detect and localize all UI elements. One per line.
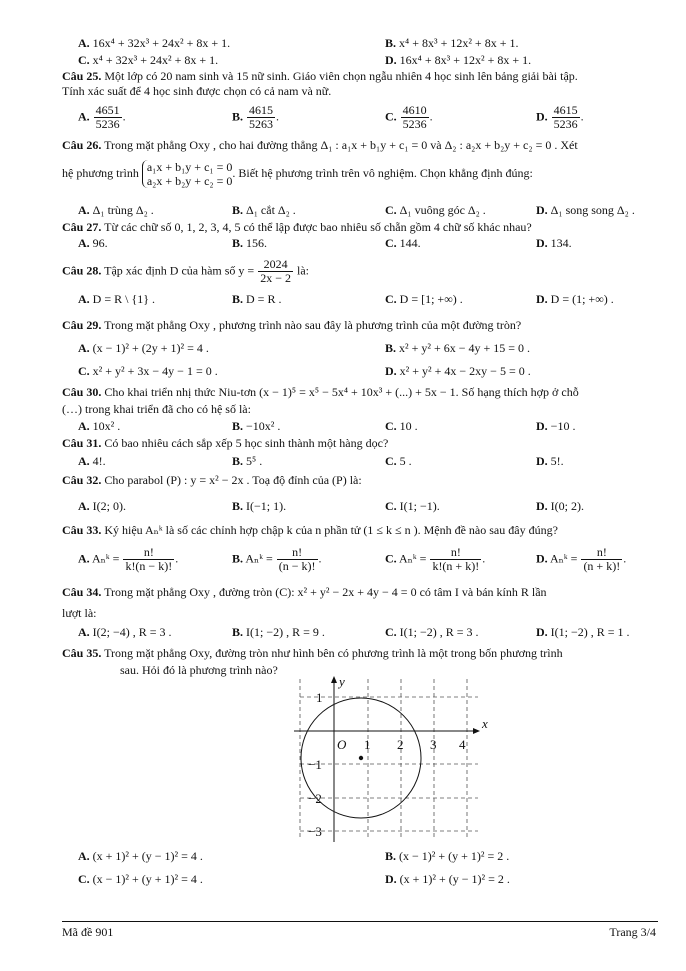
question-text: Tính xác suất để 4 học sinh được chọn có cả nam và nữ. bbox=[62, 84, 332, 98]
question-text: Tập xác định D của hàm số y = bbox=[104, 263, 255, 278]
q28-option-d bbox=[536, 292, 614, 306]
option-text: I(−1; 1). bbox=[246, 499, 287, 513]
q34-stem-line1 bbox=[62, 585, 547, 599]
option-label: C. bbox=[385, 419, 397, 433]
fraction bbox=[581, 546, 622, 573]
question-label: Câu 25. bbox=[62, 69, 102, 83]
numerator: n! bbox=[123, 546, 174, 560]
option-label: B. bbox=[385, 36, 397, 50]
option-label: D. bbox=[536, 454, 548, 468]
option-label: B. bbox=[232, 454, 244, 468]
option-label: A. bbox=[78, 36, 90, 50]
q34-option-a bbox=[78, 625, 172, 639]
q28-option-b bbox=[232, 292, 281, 306]
origin-label: O bbox=[337, 737, 347, 752]
q29-option-b bbox=[385, 341, 530, 355]
denominator: (n − k)! bbox=[278, 559, 316, 573]
question-label: Câu 35. bbox=[62, 646, 102, 660]
option-label: C. bbox=[385, 109, 397, 124]
numerator: 4615 bbox=[553, 103, 578, 117]
option-text: (x + 1)² + (y − 1)² = 2 . bbox=[399, 872, 510, 886]
option-label: C. bbox=[385, 551, 397, 566]
q27-option-c bbox=[385, 236, 421, 250]
q29-stem bbox=[62, 318, 521, 332]
q28-option-a bbox=[78, 292, 155, 306]
q30-option-a bbox=[78, 419, 120, 433]
fraction bbox=[401, 104, 429, 131]
x-axis-arrow bbox=[473, 728, 480, 734]
option-text: 10 . bbox=[399, 419, 418, 433]
numerator: n! bbox=[277, 546, 318, 560]
option-label: D. bbox=[536, 499, 548, 513]
option-text: Aₙᵏ = bbox=[550, 551, 578, 566]
option-text: I(2; −4) , R = 3 . bbox=[92, 625, 172, 639]
q29-option-d bbox=[385, 364, 531, 378]
numerator: 4615 bbox=[249, 103, 274, 117]
option-text: 144. bbox=[399, 236, 421, 250]
option-text: 4!. bbox=[92, 454, 106, 468]
option-label: C. bbox=[385, 236, 397, 250]
question-text: Có bao nhiêu cách sắp xếp 5 học sinh thành một hàng dọc? bbox=[104, 436, 389, 450]
question-text: là: bbox=[296, 263, 309, 278]
option-text: I(1; −2) , R = 9 . bbox=[246, 625, 325, 639]
option-text: Δ₁ trùng Δ₂ . bbox=[92, 203, 154, 217]
option-text: Aₙᵏ = bbox=[399, 551, 427, 566]
option-label: A. bbox=[78, 551, 90, 566]
q28-option-c bbox=[385, 292, 463, 306]
fraction bbox=[94, 104, 122, 131]
q27-option-a bbox=[78, 236, 108, 250]
question-text: Trong mặt phẳng Oxy , phương trình nào sau đây là phương trình của một đường tròn? bbox=[104, 318, 522, 332]
numerator: n! bbox=[581, 546, 622, 560]
option-text: I(2; 0). bbox=[92, 499, 126, 513]
q25-stem-line1 bbox=[62, 69, 578, 83]
y-axis-arrow bbox=[331, 676, 337, 683]
option-label: A. bbox=[78, 236, 90, 250]
system-equation: a₁x + b₁y + c₁ = 0 bbox=[146, 160, 233, 174]
option-label: D. bbox=[385, 364, 397, 378]
option-text: Δ₁ cắt Δ₂ . bbox=[246, 203, 296, 217]
q25-option-d: D. $\frac{4615}{5236}$ . bbox=[536, 103, 584, 131]
q30-option-c bbox=[385, 419, 418, 433]
option-label: C. bbox=[78, 53, 90, 67]
option-label: C. bbox=[385, 454, 397, 468]
q26-option-a bbox=[78, 203, 154, 217]
q24-option-a bbox=[78, 36, 230, 50]
y-tick-label: 1 bbox=[316, 690, 323, 705]
option-label: A. bbox=[78, 292, 90, 306]
question-label: Câu 27. bbox=[62, 220, 102, 234]
option-text: x⁴ + 32x³ + 24x² + 8x + 1. bbox=[92, 53, 219, 67]
question-text: Trong mặt phẳng Oxy , cho hai đường thẳng Δ₁ : a₁x + b₁y + c₁ = 0 và Δ₂ : a₂x + b₂y + c₂ = 0 . Xét bbox=[104, 138, 578, 152]
question-label: Câu 30. bbox=[62, 385, 102, 399]
question-text: Trong mặt phẳng Oxy , đường tròn (C): x² + y² − 2x + 4y − 4 = 0 có tâm I và bán kính R lần bbox=[104, 585, 547, 599]
q31-option-a bbox=[78, 454, 106, 468]
option-label: C. bbox=[385, 292, 397, 306]
option-label: A. bbox=[78, 625, 90, 639]
option-label: B. bbox=[232, 109, 244, 124]
q35-option-d bbox=[385, 872, 510, 886]
numerator: 4610 bbox=[402, 103, 427, 117]
option-text: (x − 1)² + (y + 1)² = 4 . bbox=[92, 872, 203, 886]
option-text: I(1; −1). bbox=[399, 499, 440, 513]
option-label: A. bbox=[78, 849, 90, 863]
option-label: B. bbox=[232, 292, 244, 306]
question-text: Từ các chữ số 0, 1, 2, 3, 4, 5 có thể lập được bao nhiêu số chẵn gồm 4 chữ số khác nhau? bbox=[104, 220, 532, 234]
q27-option-d bbox=[536, 236, 572, 250]
q25-option-c: C. $\frac{4610}{5236}$ . bbox=[385, 103, 433, 131]
question-text: sau. Hỏi đó là phương trình nào? bbox=[120, 663, 278, 677]
q34-option-b bbox=[232, 625, 325, 639]
option-text: 5 . bbox=[399, 454, 412, 468]
q30-stem-line2 bbox=[62, 402, 251, 416]
denominator: 5236 bbox=[402, 117, 427, 131]
option-label: D. bbox=[536, 551, 548, 566]
q26-option-d bbox=[536, 203, 635, 217]
option-label: C. bbox=[78, 364, 90, 378]
fraction bbox=[247, 104, 275, 131]
option-label: C. bbox=[78, 872, 90, 886]
option-text: 16x⁴ + 32x³ + 24x² + 8x + 1. bbox=[92, 36, 231, 50]
option-label: D. bbox=[536, 419, 548, 433]
q25-option-b: B. $\frac{4615}{5263}$ . bbox=[232, 103, 280, 131]
q29-option-a bbox=[78, 341, 209, 355]
q33-option-c: C. Aₙᵏ = $\frac{n!}{k!(n + k)!}$ . bbox=[385, 545, 486, 573]
option-label: C. bbox=[385, 499, 397, 513]
q34-stem-line2 bbox=[62, 606, 97, 620]
option-text: 16x⁴ + 8x³ + 12x² + 8x + 1. bbox=[399, 53, 532, 67]
q32-option-d bbox=[536, 499, 584, 513]
question-text: . Biết hệ phương trình trên vô nghiệm. Chọn khẳng định đúng: bbox=[232, 165, 533, 180]
option-text: 5!. bbox=[550, 454, 564, 468]
y-tick-label: −1 bbox=[308, 757, 322, 772]
q35-option-a bbox=[78, 849, 203, 863]
option-label: D. bbox=[536, 292, 548, 306]
question-label: Câu 32. bbox=[62, 473, 102, 487]
option-label: D. bbox=[536, 236, 548, 250]
option-label: B. bbox=[232, 551, 244, 566]
question-label: Câu 34. bbox=[62, 585, 102, 599]
grid-lines bbox=[300, 679, 478, 839]
q34-option-c bbox=[385, 625, 479, 639]
option-text: x⁴ + 8x³ + 12x² + 8x + 1. bbox=[399, 36, 519, 50]
option-label: C. bbox=[385, 625, 397, 639]
q31-option-c bbox=[385, 454, 412, 468]
question-text: (…) trong khai triển đã cho có hệ số là: bbox=[62, 402, 251, 416]
option-label: D. bbox=[385, 53, 397, 67]
denominator: k!(n − k)! bbox=[125, 559, 173, 573]
footer-divider bbox=[62, 921, 658, 922]
q33-option-a: A. Aₙᵏ = $\frac{n!}{k!(n - k)!}$ . bbox=[78, 545, 179, 573]
question-label: Câu 26. bbox=[62, 138, 102, 152]
q32-option-a bbox=[78, 499, 126, 513]
option-text: x² + y² + 6x − 4y + 15 = 0 . bbox=[399, 341, 531, 355]
q31-stem bbox=[62, 436, 388, 450]
option-text: Aₙᵏ = bbox=[245, 551, 273, 566]
q24-option-b bbox=[385, 36, 518, 50]
option-text: D = (1; +∞) . bbox=[550, 292, 614, 306]
question-text: Trong mặt phẳng Oxy, đường tròn như hình bên có phương trình là một trong bốn phương trình bbox=[104, 646, 563, 660]
question-text: Ký hiệu Aₙᵏ là số các chỉnh hợp chập k của n phần tử (1 ≤ k ≤ n ). Mệnh đề nào sau đây đúng? bbox=[104, 523, 558, 537]
option-text: I(0; 2). bbox=[550, 499, 584, 513]
question-text: Một lớp có 20 nam sinh và 15 nữ sinh. Giáo viên chọn ngẫu nhiên 4 học sinh lên bảng giải bài tập. bbox=[104, 69, 578, 83]
q30-stem-line1 bbox=[62, 385, 579, 399]
q24-option-c bbox=[78, 53, 218, 67]
question-label: Câu 28. bbox=[62, 263, 102, 278]
q27-option-b bbox=[232, 236, 267, 250]
option-text: D = [1; +∞) . bbox=[399, 292, 463, 306]
numerator: 4651 bbox=[95, 103, 120, 117]
fraction bbox=[123, 546, 174, 573]
option-label: B. bbox=[385, 341, 397, 355]
option-label: B. bbox=[385, 849, 397, 863]
q32-option-b bbox=[232, 499, 286, 513]
option-label: D. bbox=[536, 625, 548, 639]
q26-option-b bbox=[232, 203, 296, 217]
option-label: A. bbox=[78, 109, 90, 124]
option-label: A. bbox=[78, 341, 90, 355]
q33-option-b: B. Aₙᵏ = $\frac{n!}{(n - k)!}$ . bbox=[232, 545, 322, 573]
q28-stem bbox=[62, 258, 309, 285]
option-text: −10 . bbox=[550, 419, 576, 433]
option-label: D. bbox=[536, 109, 548, 124]
fraction bbox=[258, 258, 293, 285]
q33-stem bbox=[62, 523, 558, 537]
option-text: x² + y² + 3x − 4y − 1 = 0 . bbox=[92, 364, 218, 378]
option-text: −10x² . bbox=[246, 419, 281, 433]
option-text: Aₙᵏ = bbox=[92, 551, 120, 566]
option-text: I(1; −2) , R = 1 . bbox=[550, 625, 630, 639]
y-axis-label: y bbox=[339, 674, 345, 689]
option-text: 156. bbox=[246, 236, 268, 250]
option-label: A. bbox=[78, 203, 90, 217]
q32-option-c bbox=[385, 499, 440, 513]
denominator: 2x − 2 bbox=[260, 271, 291, 285]
q30-option-b bbox=[232, 419, 280, 433]
option-label: C. bbox=[385, 203, 397, 217]
q24-option-d bbox=[385, 53, 531, 67]
denominator: 5236 bbox=[95, 117, 120, 131]
denominator: 5263 bbox=[249, 117, 274, 131]
option-label: B. bbox=[232, 419, 244, 433]
option-text: D = R . bbox=[246, 292, 282, 306]
option-label: B. bbox=[232, 203, 244, 217]
fraction bbox=[277, 546, 318, 573]
question-text: hệ phương trình bbox=[62, 165, 139, 180]
q26-system bbox=[62, 160, 533, 188]
q33-option-d: D. Aₙᵏ = $\frac{n!}{(n + k)!}$ . bbox=[536, 545, 627, 573]
footer-page-number: Trang 3/4 bbox=[609, 925, 656, 939]
denominator: k!(n + k)! bbox=[432, 559, 480, 573]
q35-option-b bbox=[385, 849, 509, 863]
q25-stem-line2 bbox=[62, 84, 331, 98]
option-label: A. bbox=[78, 454, 90, 468]
circle-center bbox=[359, 756, 363, 760]
numerator: 2024 bbox=[258, 258, 293, 272]
x-tick-label: 1 bbox=[364, 737, 371, 752]
q35-stem-line1 bbox=[62, 646, 563, 660]
option-label: B. bbox=[232, 625, 244, 639]
q31-option-d bbox=[536, 454, 564, 468]
q34-option-d bbox=[536, 625, 630, 639]
option-label: B. bbox=[232, 499, 244, 513]
q26-stem-line1 bbox=[62, 138, 578, 152]
system-equation: a₂x + b₂y + c₂ = 0 bbox=[146, 174, 233, 188]
question-label: Câu 33. bbox=[62, 523, 102, 537]
option-text: Δ₁ song song Δ₂ . bbox=[550, 203, 635, 217]
option-text: (x − 1)² + (y + 1)² = 2 . bbox=[399, 849, 510, 863]
question-label: Câu 29. bbox=[62, 318, 102, 332]
q29-option-c bbox=[78, 364, 218, 378]
option-label: B. bbox=[232, 236, 244, 250]
option-text: 5⁵ . bbox=[246, 454, 263, 468]
question-text: lượt là: bbox=[62, 606, 97, 620]
q35-option-c bbox=[78, 872, 203, 886]
equation-system bbox=[142, 160, 233, 188]
option-text: D = R \ {1} . bbox=[92, 292, 155, 306]
option-text: 96. bbox=[92, 236, 108, 250]
x-tick-label: 4 bbox=[459, 737, 466, 752]
q30-option-d bbox=[536, 419, 575, 433]
q32-stem bbox=[62, 473, 362, 487]
option-text: 134. bbox=[550, 236, 572, 250]
x-tick-label: 2 bbox=[397, 737, 404, 752]
fraction bbox=[552, 104, 580, 131]
option-text: (x + 1)² + (y − 1)² = 4 . bbox=[92, 849, 203, 863]
x-axis-label: x bbox=[482, 716, 488, 731]
question-text: Cho khai triển nhị thức Niu-tơn (x − 1)⁵ = x⁵ − 5x⁴ + 10x³ + (...) + 5x − 1. Số hạng thích hợp ở chỗ bbox=[104, 385, 579, 399]
q31-option-b bbox=[232, 454, 262, 468]
option-label: D. bbox=[385, 872, 397, 886]
denominator: (n + k)! bbox=[583, 559, 621, 573]
q25-option-a: A. $\frac{4651}{5236}$ . bbox=[78, 103, 126, 131]
option-text: Δ₁ vuông góc Δ₂ . bbox=[399, 203, 486, 217]
option-text: 10x² . bbox=[92, 419, 121, 433]
question-label: Câu 31. bbox=[62, 436, 102, 450]
option-label: A. bbox=[78, 419, 90, 433]
fraction bbox=[430, 546, 481, 573]
option-text: I(1; −2) , R = 3 . bbox=[399, 625, 479, 639]
numerator: n! bbox=[430, 546, 481, 560]
q26-option-c bbox=[385, 203, 486, 217]
y-tick-label: −3 bbox=[308, 824, 322, 839]
question-text: Cho parabol (P) : y = x² − 2x . Toạ độ đỉnh của (P) là: bbox=[104, 473, 362, 487]
denominator: 5236 bbox=[553, 117, 578, 131]
option-text: x² + y² + 4x − 2xy − 5 = 0 . bbox=[399, 364, 531, 378]
option-label: A. bbox=[78, 499, 90, 513]
circle-graph bbox=[288, 674, 488, 844]
y-tick-label: −2 bbox=[308, 791, 322, 806]
footer-exam-code: Mã đề 901 bbox=[62, 925, 114, 939]
x-tick-label: 3 bbox=[430, 737, 437, 752]
option-label: D. bbox=[536, 203, 548, 217]
q35-stem-line2 bbox=[120, 663, 278, 677]
option-text: (x − 1)² + (2y + 1)² = 4 . bbox=[92, 341, 209, 355]
q27-stem bbox=[62, 220, 532, 234]
